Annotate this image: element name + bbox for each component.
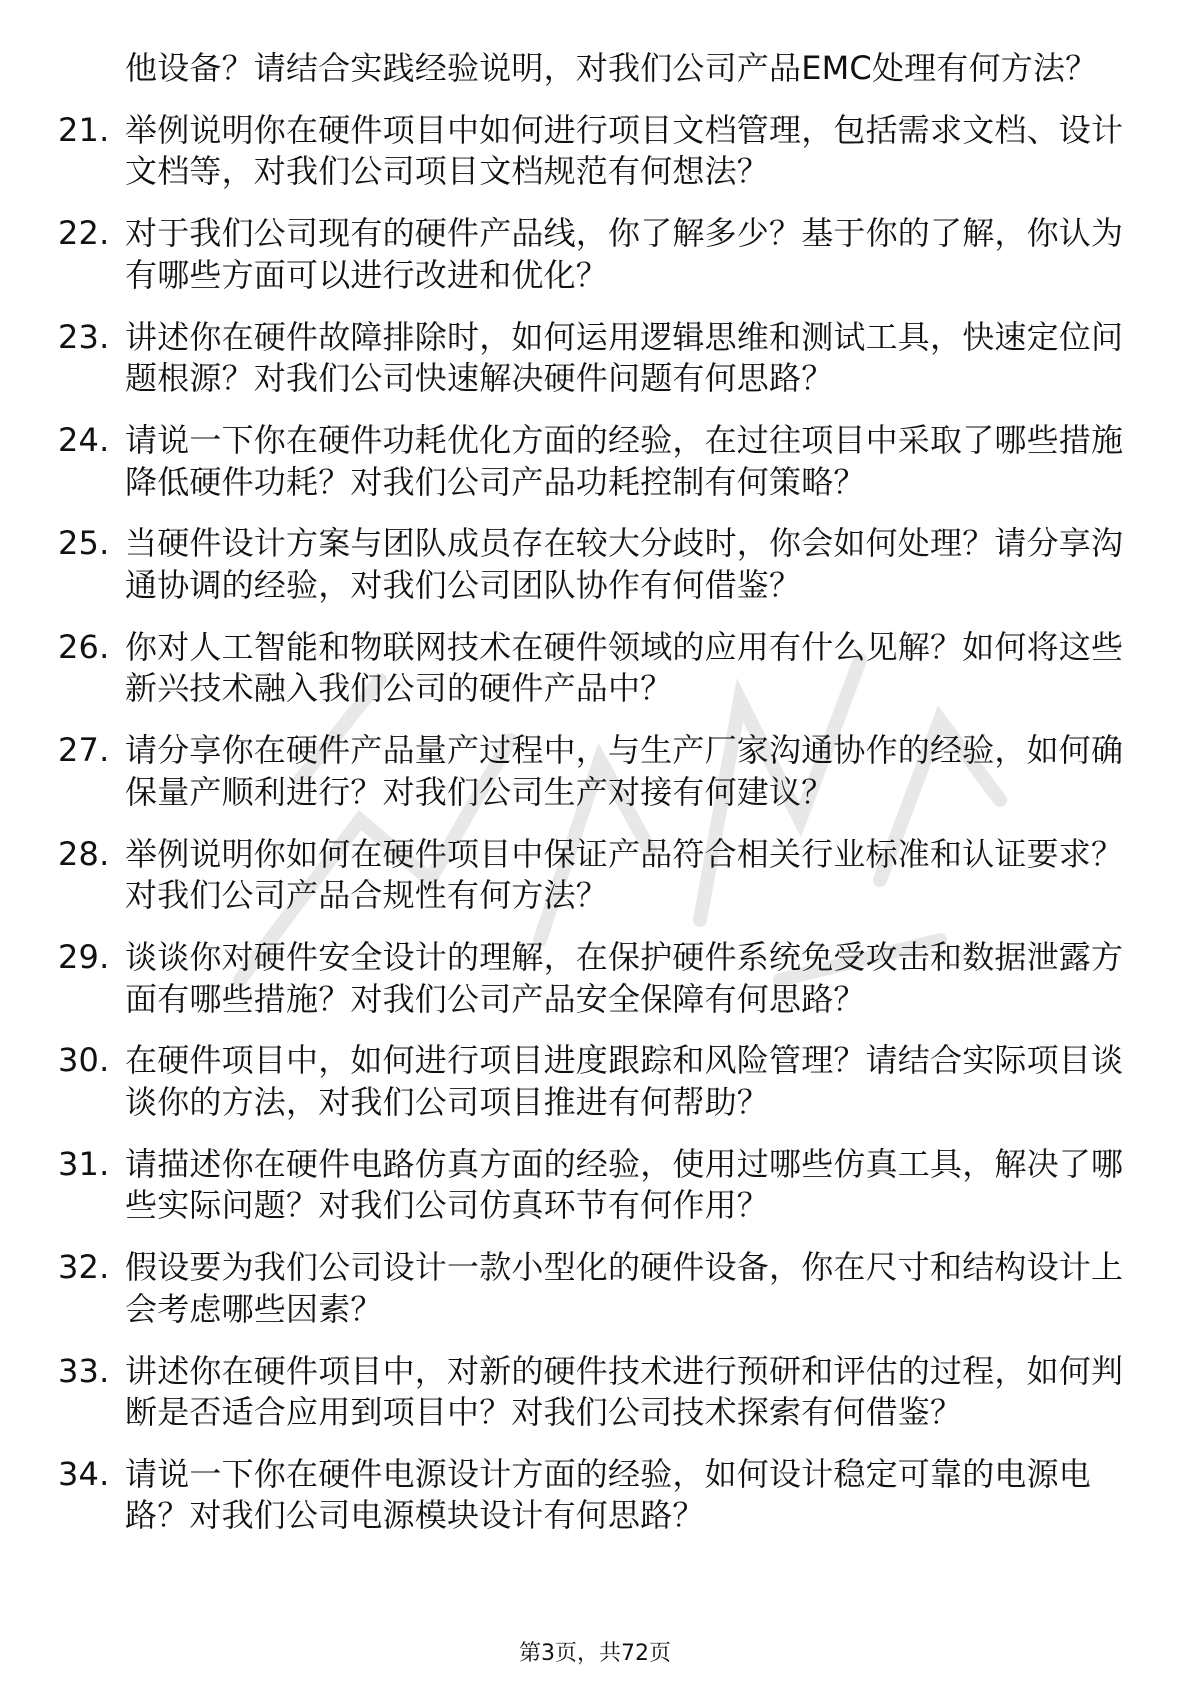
question-number: 33. (58, 1351, 110, 1390)
question-item (58, 317, 1138, 400)
question-item (58, 834, 1138, 917)
question-item (58, 523, 1138, 606)
question-text: 在硬件项目中，如何进行项目进度跟踪和风险管理？请结合实际项目谈谈你的方法，对我们公司项目推进有何帮助？ (125, 1041, 1124, 1121)
question-number: 25. (58, 524, 110, 563)
question-text: 讲述你在硬件故障排除时，如何运用逻辑思维和测试工具，快速定位问题根源？对我们公司快速解决硬件问题有何思路？ (125, 317, 1124, 398)
question-number: 31. (58, 1144, 110, 1183)
question-number: 28. (58, 834, 110, 873)
question-number: 27. (58, 731, 110, 770)
question-text: 请分享你在硬件产品量产过程中，与生产厂家沟通协作的经验，如何确保量产顺利进行？对我们公司生产对接有何建议？ (125, 731, 1124, 811)
question-number: 26. (58, 627, 110, 666)
question-number: 34. (58, 1454, 110, 1493)
question-number: 21. (58, 110, 110, 149)
question-item (58, 420, 1138, 503)
question-item (58, 1247, 1138, 1330)
question-text: 请说一下你在硬件功耗优化方面的经验，在过往项目中采取了哪些措施降低硬件功耗？对我们公司产品功耗控制有何策略？ (125, 421, 1124, 501)
page-footer (0, 1640, 1190, 1668)
question-item (58, 627, 1138, 710)
question-number: 24. (58, 421, 110, 460)
question-text: 当硬件设计方案与团队成员存在较大分歧时，你会如何处理？请分享沟通协调的经验，对我们公司团队协作有何借鉴？ (125, 524, 1124, 604)
question-item (58, 213, 1138, 296)
question-text: 他设备？请结合实践经验说明，对我们公司产品EMC处理有何方法？ (125, 49, 1098, 87)
question-text: 谈谈你对硬件安全设计的理解，在保护硬件系统免受攻击和数据泄露方面有哪些措施？对我们公司产品安全保障有何思路？ (125, 938, 1124, 1018)
question-item (58, 937, 1138, 1020)
question-text: 对于我们公司现有的硬件产品线，你了解多少？基于你的了解，你认为有哪些方面可以进行改进和优化？ (125, 214, 1124, 294)
question-text: 讲述你在硬件项目中，对新的硬件技术进行预研和评估的过程，如何判断是否适合应用到项目中？对我们公司技术探索有何借鉴？ (125, 1351, 1124, 1432)
page-number-label: 第3页，共72页 (519, 1641, 671, 1666)
question-continuation (58, 48, 1138, 90)
question-number: 30. (58, 1041, 110, 1080)
question-item (58, 1454, 1138, 1537)
question-item (58, 1144, 1138, 1227)
question-text: 假设要为我们公司设计一款小型化的硬件设备，你在尺寸和结构设计上会考虑哪些因素？ (125, 1248, 1124, 1328)
question-number: 23. (58, 317, 110, 356)
question-list (58, 48, 1138, 1557)
question-text: 请描述你在硬件电路仿真方面的经验，使用过哪些仿真工具，解决了哪些实际问题？对我们公司仿真环节有何作用？ (125, 1144, 1124, 1225)
question-text: 你对人工智能和物联网技术在硬件领域的应用有什么见解？如何将这些新兴技术融入我们公司的硬件产品中？ (125, 627, 1124, 708)
question-item (58, 110, 1138, 193)
question-item (58, 730, 1138, 813)
question-item (58, 1040, 1138, 1123)
question-number: 32. (58, 1248, 110, 1287)
question-item (58, 1351, 1138, 1434)
question-number: 22. (58, 214, 110, 253)
question-text: 请说一下你在硬件电源设计方面的经验，如何设计稳定可靠的电源电路？对我们公司电源模块设计有何思路？ (125, 1454, 1092, 1535)
question-text: 举例说明你在硬件项目中如何进行项目文档管理，包括需求文档、设计文档等，对我们公司项目文档规范有何想法？ (125, 110, 1124, 191)
question-number: 29. (58, 938, 110, 977)
question-text: 举例说明你如何在硬件项目中保证产品符合相关行业标准和认证要求？对我们公司产品合规性有何方法？ (125, 834, 1124, 915)
